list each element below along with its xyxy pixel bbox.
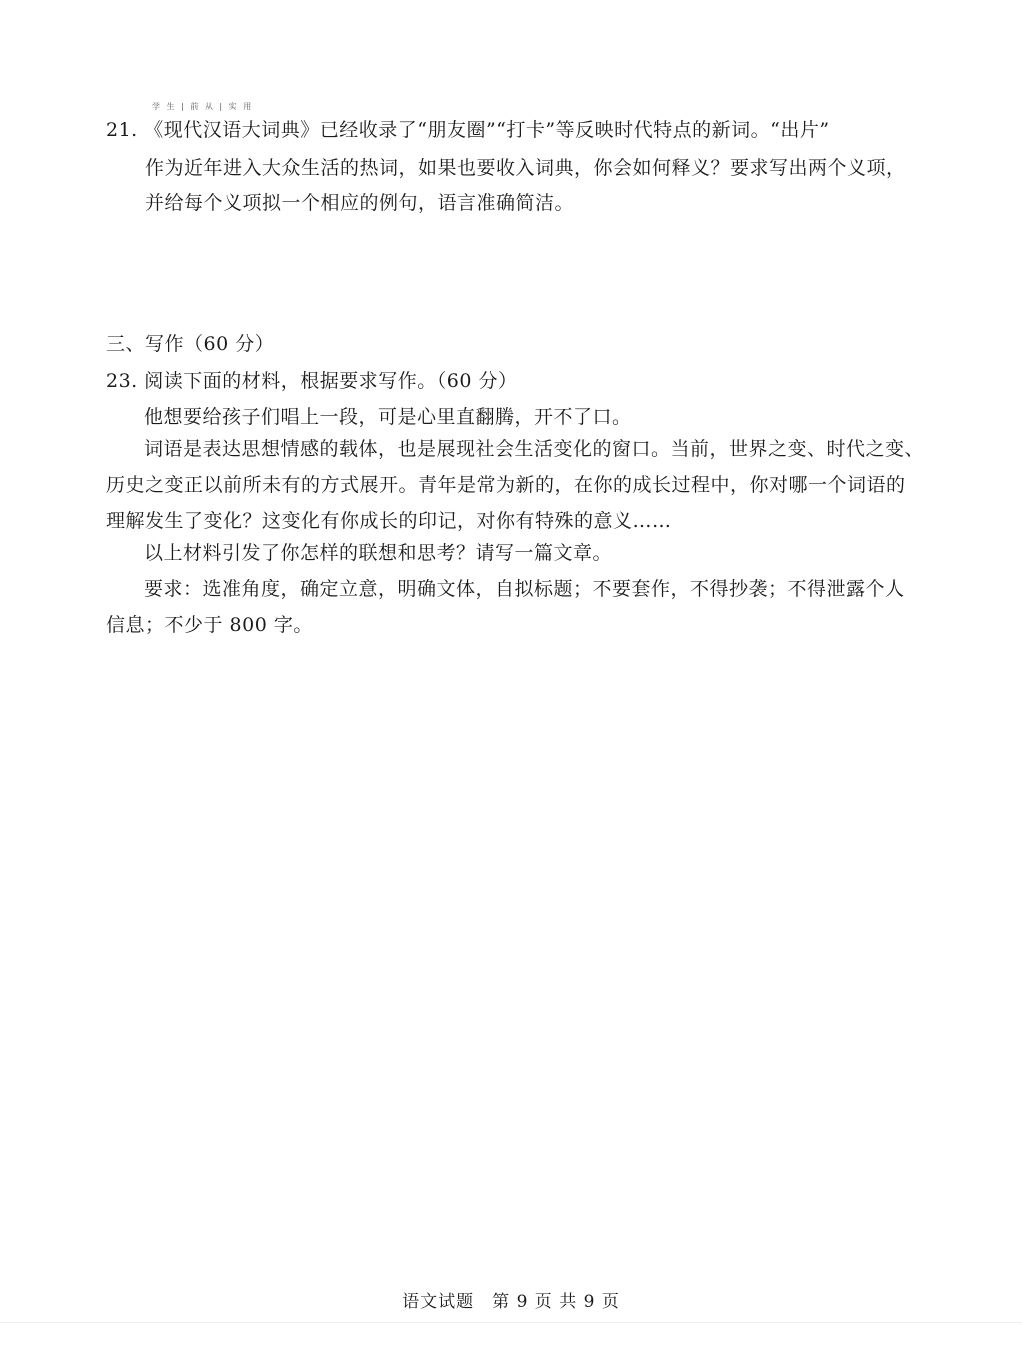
section-3-heading: 三、写作（60 分）: [106, 333, 275, 355]
material-paragraph-3: 以上材料引发了你怎样的联想和思考？请写一篇文章。: [144, 542, 613, 564]
page-footer: 语文试题 第 9 页 共 9 页: [402, 1292, 620, 1312]
material-paragraph-1: 他想要给孩子们唱上一段，可是心里直翻腾，开不了口。: [144, 406, 632, 428]
requirements-line-1: 要求：选准角度，确定立意，明确文体，自拟标题；不要套作，不得抄袭；不得泄露个人: [144, 578, 905, 600]
question-23-prompt: 23. 阅读下面的材料，根据要求写作。（60 分）: [106, 370, 518, 392]
question-21-line-3: 并给每个义项拟一个相应的例句，语言准确简洁。: [145, 192, 575, 214]
material-paragraph-2-line-1: 词语是表达思想情感的载体，也是展现社会生活变化的窗口。当前，世界之变、时代之变、: [144, 438, 925, 460]
material-paragraph-2-line-2: 历史之变正以前所未有的方式展开。青年是常为新的，在你的成长过程中，你对哪一个词语的: [106, 474, 906, 496]
material-paragraph-2-line-3: 理解发生了变化？这变化有你成长的印记，对你有特殊的意义……: [106, 510, 672, 532]
requirements-line-2: 信息；不少于 800 字。: [106, 614, 313, 636]
question-21-line-2: 作为近年进入大众生活的热词，如果也要收入词典，你会如何释义？要求写出两个义项，: [145, 157, 906, 179]
question-21-line-1: 21. 《现代汉语大词典》已经收录了“朋友圈”“打卡”等反映时代特点的新词。“出片”: [106, 119, 830, 141]
bottom-divider: [0, 1322, 1022, 1323]
header-fragment: 学 生 | 前 从 | 实 用: [152, 102, 254, 111]
